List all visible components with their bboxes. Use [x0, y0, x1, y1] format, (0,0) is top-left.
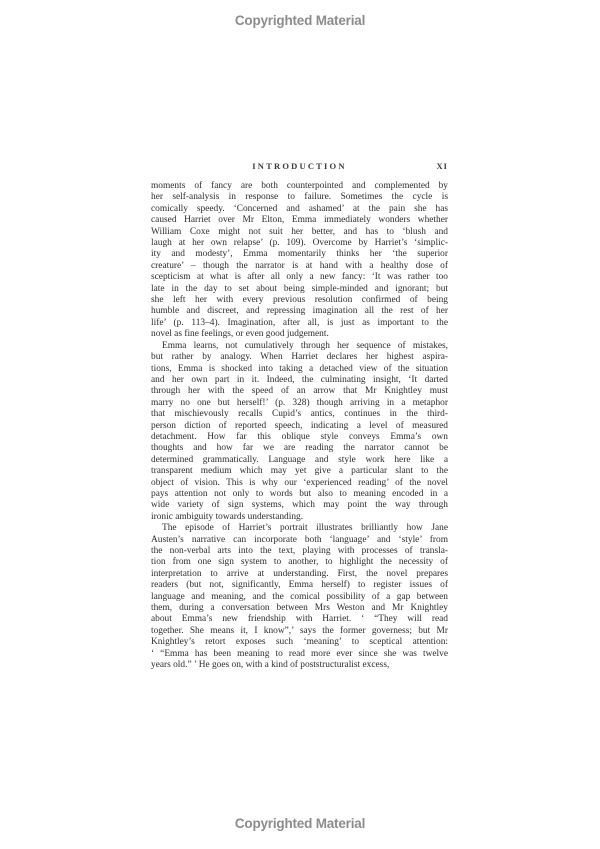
body-line: interpretation to arrive at understanding. First, the novel prepares — [151, 568, 448, 579]
copyright-banner-bottom: Copyrighted Material — [234, 816, 366, 831]
body-line: the non-verbal arts into the text, playing with processes of transla- — [151, 546, 448, 556]
body-line: William Coxe might not suit her better, and has to ‘blush and — [151, 226, 448, 237]
page-number: XI — [436, 161, 448, 171]
body-line: ‘ “Emma has been meaning to read more ever since she was twelve — [151, 648, 448, 659]
body-text — [151, 181, 448, 671]
body-line: pays attention not only to words but also to meaning encoded in a — [151, 488, 448, 499]
body-line: laugh at her own relapse’ (p. 109). Overcome by Harriet’s ‘simplic- — [151, 238, 448, 249]
body-line: ity and modesty’, Emma momentarily thinks her ‘the superior — [151, 249, 448, 260]
body-line: tion from one sign system to another, to highlight the necessity of — [151, 557, 448, 568]
body-line: together. She means it, I know”,’ says the former governess; but Mr — [151, 625, 448, 636]
body-line: language and meaning, and the comical possibility of a gap between — [151, 591, 448, 602]
body-line: humble and discreet, and repressing imagination all the rest of her — [151, 306, 448, 317]
body-line: life’ (p. 113–4). Imagination, after all, is just as important to the — [151, 317, 448, 328]
running-head-title: INTRODUCTION — [252, 161, 347, 171]
body-line: her self-analysis in response to failure. Sometimes the cycle is — [151, 192, 448, 203]
body-line: marry no one but herself!’ (p. 328) though arriving in a metaphor — [151, 397, 448, 408]
body-line: comically speedy. ‘Concerned and ashamed’ at the pain she has — [151, 203, 448, 214]
body-line: novel as fine feelings, or even good judgement. — [151, 329, 329, 340]
body-line: detachment. How far this oblique style conveys Emma’s own — [151, 431, 448, 442]
body-line: creature’ – though the narrator is at hand with a healthy dose of — [151, 260, 448, 271]
body-line: person diction of reported speech, indicating a level of measured — [151, 420, 448, 431]
body-line: scepticism at what is after all only a new fancy: ‘It was rather too — [151, 272, 448, 283]
body-line: The episode of Harriet’s portrait illustrates brilliantly how Jane — [162, 523, 448, 534]
copyright-banner-top: Copyrighted Material — [234, 13, 366, 28]
body-line: about Emma’s new friendship with Harriet. ‘ “They will read — [151, 614, 448, 625]
body-line: late in the day to set about being simple-minded and ignorant; but — [151, 283, 448, 294]
body-line: caused Harriet over Mr Elton, Emma immediately wonders whether — [151, 215, 448, 226]
body-line: through her with the speed of an arrow that Mr Knightley must — [151, 386, 448, 397]
body-line: that mischievously recalls Cupid’s antics, continues in the third- — [151, 409, 448, 420]
body-line: Knightley’s retort exposes such ‘meaning’ to sceptical attention: — [151, 637, 448, 648]
running-head — [151, 161, 448, 175]
body-line: them, during a conversation between Mrs Weston and Mr Knightley — [151, 603, 448, 614]
body-line: determined grammatically. Language and style work here like a — [151, 454, 448, 465]
body-line: she left her with every previous resolution confirmed of being — [151, 295, 448, 306]
body-line: wide variety of sign systems, which may point the way through — [151, 500, 448, 511]
body-line: years old.” ’ He goes on, with a kind of poststructuralist excess, — [151, 660, 390, 671]
body-line: moments of fancy are both counterpointed and complemented by — [151, 181, 448, 191]
body-line: thoughts and how far we are reading the narrator cannot be — [151, 443, 448, 454]
body-line: Emma learns, not cumulatively through her sequence of mistakes, — [162, 340, 448, 351]
body-line: readers (but not, significantly, Emma herself) to register issues of — [151, 580, 448, 591]
body-line: ironic ambiguity towards understanding. — [151, 511, 304, 522]
body-line: Austen’s narrative can incorporate both ‘language’ and ‘style’ from — [151, 534, 448, 545]
body-line: tions, Emma is shocked into taking a detached view of the situation — [151, 363, 448, 374]
body-line: and her own part in it. Indeed, the culminating insight, ‘It darted — [151, 374, 448, 385]
body-line: object of vision. This is why our ‘experienced reading’ of the novel — [151, 477, 448, 488]
body-line: transparent medium which may yet give a particular slant to the — [151, 466, 448, 477]
body-line: but rather by analogy. When Harriet declares her highest aspira- — [151, 352, 448, 363]
